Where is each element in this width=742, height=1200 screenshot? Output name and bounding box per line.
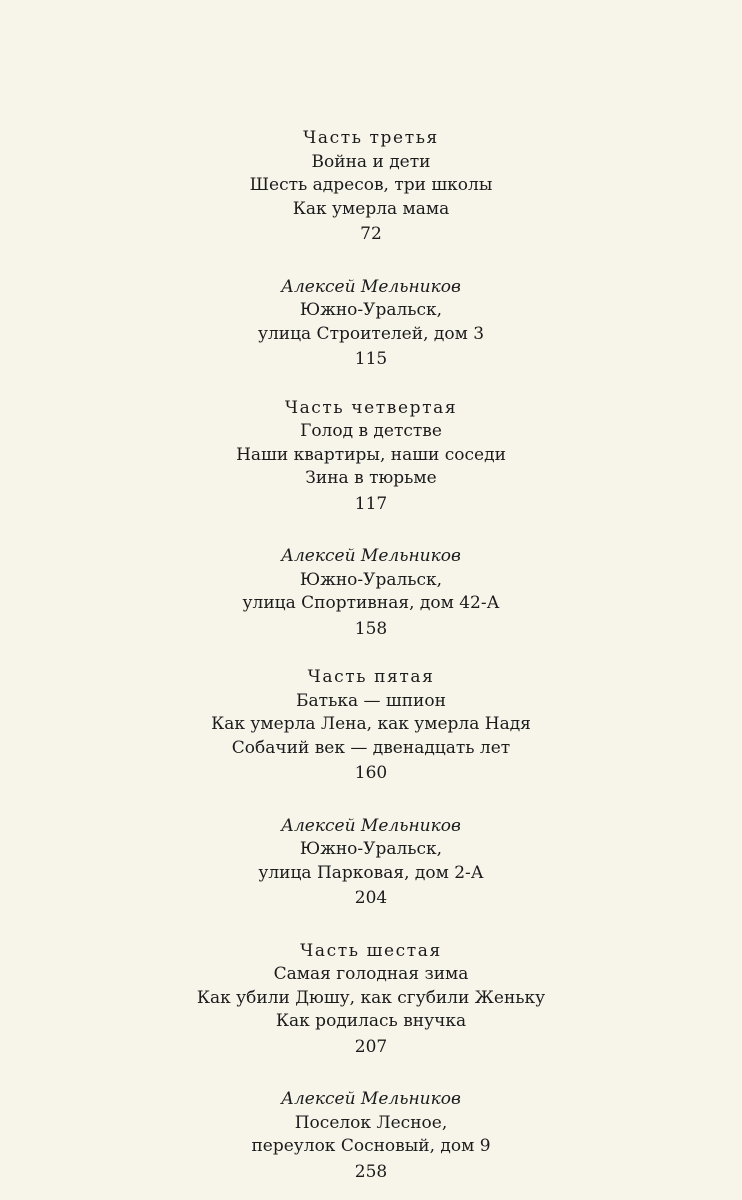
address-line: Южно-Уральск,: [299, 839, 443, 859]
page-number: 72: [360, 224, 382, 244]
author-name: Алексей Мельников: [281, 276, 461, 297]
part-title: Часть четвертая: [284, 397, 458, 418]
address-line: улица Парковая, дом 2-А: [258, 862, 484, 883]
chapter-title: Голод в детстве: [300, 421, 442, 441]
page-number: 158: [354, 618, 388, 639]
part-title: Часть шестая: [300, 940, 442, 961]
chapter-title: Война и дети: [311, 151, 431, 172]
toc-entry-part-five: [0, 666, 742, 786]
chapter-title: Самая голодная зима: [273, 964, 469, 984]
author-name: Алексей Мельников: [281, 1089, 461, 1109]
chapter-title: Шесть адресов, три школы: [249, 175, 493, 195]
part-title: Часть пятая: [307, 667, 435, 687]
page-number: 160: [354, 763, 388, 783]
chapter-title: Как родилась внучка: [275, 1011, 467, 1031]
page-number: 204: [354, 888, 388, 908]
chapter-title: Зина в тюрьме: [305, 468, 437, 488]
table-of-contents: [0, 127, 742, 1184]
address-line: переулок Сосновый, дом 9: [251, 1136, 491, 1156]
address-line: Поселок Лесное,: [294, 1112, 448, 1133]
chapter-title: Как убили Дюшу, как сгубили Женьку: [196, 987, 546, 1008]
chapter-title: Батька — шпион: [296, 690, 446, 711]
author-name: Алексей Мельников: [281, 815, 461, 836]
page-number: 207: [354, 1036, 388, 1057]
address-line: улица Строителей, дом 3: [257, 323, 485, 344]
chapter-title: Как умерла Лена, как умерла Надя: [211, 714, 531, 734]
toc-entry-part-four: [0, 397, 742, 517]
author-name: Алексей Мельников: [281, 546, 461, 566]
toc-entry-author-2: [0, 545, 742, 641]
address-line: Южно-Уральск,: [299, 569, 443, 590]
page-number: 115: [354, 349, 388, 369]
toc-entry-part-three: [0, 127, 742, 247]
address-line: Южно-Уральск,: [299, 300, 443, 320]
toc-entry-author-3: [0, 815, 742, 911]
chapter-title: Как умерла мама: [292, 198, 450, 219]
toc-entry-author-4: [0, 1088, 742, 1184]
toc-entry-author-1: [0, 276, 742, 372]
part-title: Часть третья: [303, 128, 439, 148]
toc-entry-part-six: [0, 940, 742, 1060]
chapter-title: Наши квартиры, наши соседи: [236, 444, 506, 465]
chapter-title: Собачий век — двенадцать лет: [231, 737, 511, 758]
page-number: 117: [354, 493, 388, 514]
page-number: 258: [354, 1161, 388, 1182]
address-line: улица Спортивная, дом 42-А: [242, 593, 500, 613]
